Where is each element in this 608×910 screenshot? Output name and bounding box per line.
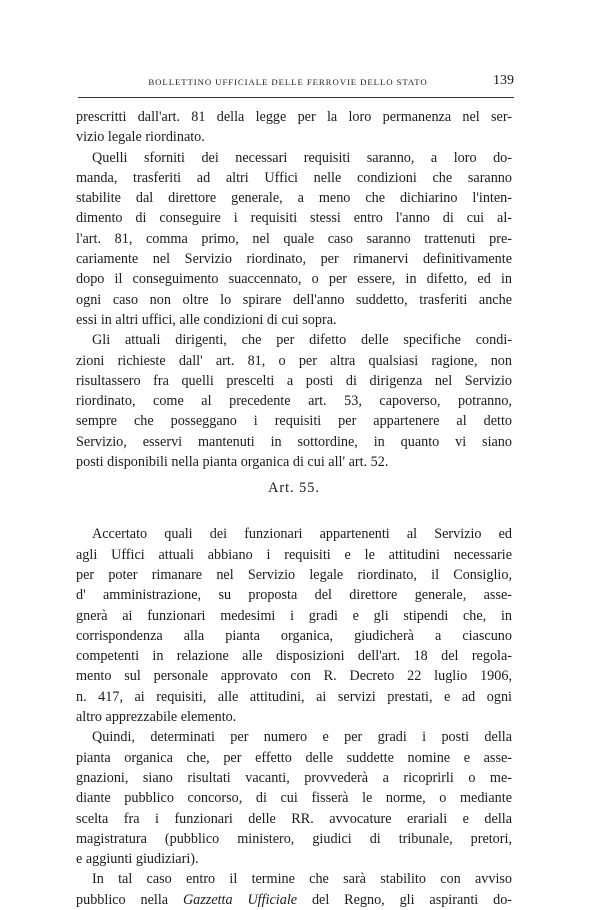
running-title: BOLLETTINO UFFICIALE DELLE FERROVIE DELLO STATO bbox=[148, 77, 428, 87]
text-line: cariamente nel Servizio riordinato, per rimanervi definitivamente bbox=[76, 251, 512, 268]
text-line: Servizio, esservi mantenuti in sottordine, in quanto vi siano bbox=[76, 433, 512, 450]
paragraph-3 bbox=[76, 330, 512, 472]
text-line: stabilite dal direttore generale, a meno che dichiarino l'inten- bbox=[76, 190, 512, 207]
text-line: vizio legale riordinato. bbox=[76, 129, 205, 146]
text-line: per poter rimanare nel Servizio legale riordinato, il Consiglio, bbox=[76, 566, 512, 583]
text-line: dimento di conseguire i requisiti stessi entro l'anno di cui al- bbox=[76, 210, 512, 227]
text-line: scelta fra i funzionari delle RR. avvocature erariali e della bbox=[76, 810, 512, 827]
paragraph-6 bbox=[76, 869, 512, 910]
text-line: l'art. 81, comma primo, nel quale caso saranno trattenuti pre- bbox=[76, 230, 512, 247]
text-line: n. 417, ai requisiti, alle attitudini, ai servizi prestati, e ad ogni bbox=[76, 688, 512, 705]
text-line: Quelli sforniti dei necessari requisiti saranno, a loro do- bbox=[92, 149, 512, 166]
text-line: d' amministrazione, su proposta del direttore generale, asse- bbox=[76, 587, 512, 604]
paragraph-2 bbox=[76, 148, 512, 331]
text-line: gnazioni, siano risultati vacanti, provvederà a ricoprirli o me- bbox=[76, 769, 512, 786]
page-number: 139 bbox=[493, 73, 514, 88]
text-line: magistratura (pubblico ministero, giudici di tribunale, pretori, bbox=[76, 830, 512, 847]
text-line: ogni caso non oltre lo spirare dell'anno suddetto, trasferiti anche bbox=[76, 291, 512, 308]
gazette-title: Gazzetta Ufficiale bbox=[182, 891, 298, 908]
text-line: manda, trasferiti ad altri Uffici nelle condizioni che saranno bbox=[76, 169, 512, 186]
text-line: agli Uffici attuali abbiano i requisiti e le attitudini necessarie bbox=[76, 546, 512, 563]
paragraph-1 bbox=[76, 107, 512, 148]
article-heading: Art. 55. bbox=[268, 480, 320, 497]
text-line: In tal caso entro il termine che sarà stabilito con avviso bbox=[92, 871, 512, 888]
text-line: sempre che posseggano i requisiti per appartenere al detto bbox=[76, 413, 512, 430]
paragraph-4 bbox=[76, 524, 512, 727]
text-line: pianta organica che, per effetto delle suddette nomine e asse- bbox=[76, 749, 512, 766]
text-line: e aggiunti giudiziari). bbox=[76, 851, 199, 868]
text-line: mento sul personale approvato con R. Decreto 22 luglio 1906, bbox=[76, 668, 512, 685]
text-line: Accertato quali dei funzionari appartenenti al Servizio ed bbox=[92, 526, 512, 543]
text-line: Gli attuali dirigenti, che per difetto delle specifiche condi- bbox=[92, 332, 512, 349]
text-line: gnerà ai funzionari medesimi i gradi e gli stipendi che, in bbox=[76, 607, 512, 624]
text-line: essi in altri uffici, alle condizioni di cui sopra. bbox=[76, 311, 337, 328]
text-line: Quindi, determinati per numero e per gradi i posti della bbox=[92, 729, 512, 746]
text-line: prescritti dall'art. 81 della legge per la loro permanenza nel ser- bbox=[76, 109, 512, 125]
text-line: corrispondenza alla pianta organica, giudicherà a ciascuno bbox=[76, 627, 512, 644]
text-line: risultassero fra quelli prescelti a posti di dirigenza nel Servizio bbox=[76, 372, 512, 389]
text-line: dopo il conseguimento suaccennato, o per essere, in difetto, ed in bbox=[76, 271, 512, 288]
text-line: diante pubblico concorso, di cui fisserà le norme, o mediante bbox=[76, 790, 512, 807]
running-header bbox=[78, 73, 514, 98]
text-line: altro apprezzabile elemento. bbox=[76, 709, 237, 726]
text-line: posti disponibili nella pianta organica di cui all' art. 52. bbox=[76, 454, 389, 471]
paragraph-5 bbox=[76, 727, 512, 869]
text-fragment: pubblico nella bbox=[76, 891, 169, 908]
page-body bbox=[76, 107, 512, 910]
text-line: competenti in relazione alle disposizioni dell'art. 18 del regola- bbox=[76, 648, 512, 665]
text-line: riordinato, come al precedente art. 53, capoverso, potranno, bbox=[76, 393, 512, 410]
text-fragment: del Regno, gli aspiranti do- bbox=[311, 891, 512, 908]
text-line: zioni richieste dall' art. 81, o per altra qualsiasi ragione, non bbox=[76, 352, 512, 369]
